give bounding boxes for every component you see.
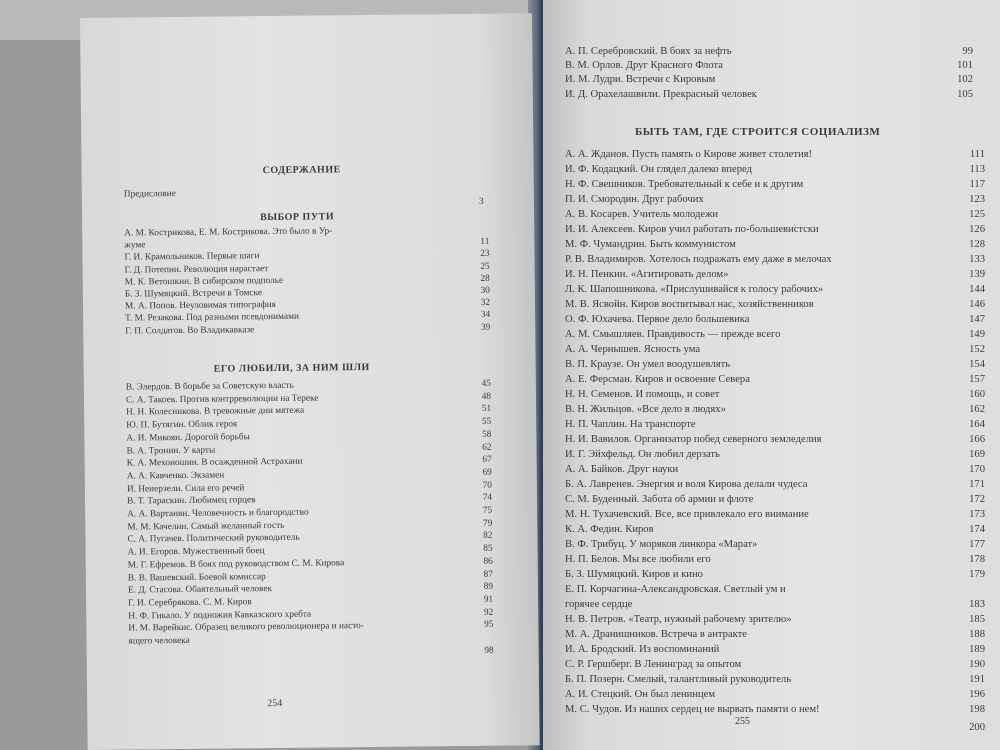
toc-entry-page: 101 <box>957 60 973 72</box>
toc-entry-title: И. М. Лудри. Встречи с Кировым <box>565 74 716 86</box>
toc-entry <box>565 149 985 164</box>
toc-entry <box>565 659 985 674</box>
toc-entry-page: 152 <box>969 344 985 355</box>
toc-entry <box>128 620 494 656</box>
toc-entry <box>565 464 985 479</box>
toc-entry-title: А. И. Микоян. Дорогой борьбы <box>126 432 250 444</box>
toc-entry-title: М. Ф. Чумандрин. Быть коммунистом <box>565 239 736 250</box>
toc-entry-title: П. И. Смородин. Друг рабочих <box>565 194 704 205</box>
toc-entry-page: 117 <box>969 179 985 190</box>
toc-entry-title: Л. К. Шапошникова. «Прислушивайся к голосу рабочих» <box>565 284 824 295</box>
section-heading-socialism: БЫТЬ ТАМ, ГДЕ СТРОИТСЯ СОЦИАЛИЗМ <box>635 126 881 138</box>
toc-entry-page: 173 <box>969 509 985 520</box>
toc-entry-page: 85 <box>483 543 493 554</box>
toc-entry-title: Б. З. Шумяцкий. Встречи в Томске <box>124 288 263 300</box>
toc-entry-title: М. А. Дранишников. Встреча в антракте <box>565 629 747 640</box>
toc-entry-page: 55 <box>481 416 492 427</box>
toc-entry-page: 191 <box>969 674 985 685</box>
toc-entry-title: Н. Ф. Гикало. У подножия Кавказского хребта <box>128 609 312 622</box>
toc-entry-page: 196 <box>969 689 985 700</box>
toc-entry-title: И. Н. Пенкин. «Агитировать делом» <box>565 269 729 280</box>
toc-entry-page: 34 <box>480 310 491 321</box>
toc-entry-title: Ю. П. Бутягин. Облик героя <box>126 419 238 431</box>
toc-entry-title: Н. П. Чаплин. На транспорте <box>565 419 696 430</box>
toc-entry-title: Г. П. Солдатов. Во Владикавказе <box>125 324 255 337</box>
toc-entry-title: М. В. Ясвойн. Киров воспитывал нас, хозяйственников <box>565 299 814 310</box>
toc-entry-title: А. А. Вартанян. Человечность и благородство <box>127 507 309 520</box>
toc-entry-title: А. А. Жданов. Пусть память о Кирове живет столетия! <box>565 149 813 160</box>
toc-entry-title: И. И. Алексеев. Киров учил работать по-большевистски <box>565 224 819 235</box>
toc-entry-page: 179 <box>969 569 985 580</box>
toc-entry-page: 172 <box>969 494 985 505</box>
toc-entry-page: 190 <box>969 659 985 670</box>
toc-entry <box>565 344 985 359</box>
toc-entry-page: 133 <box>969 254 985 265</box>
toc-entry-title: А. М. Смышляев. Правдивость — прежде всего <box>565 329 781 340</box>
toc-entry-page: 95 <box>484 620 494 631</box>
toc-entry-title-continued: жуме <box>124 240 146 251</box>
toc-entry-page-next: 98 <box>484 645 494 656</box>
toc-entry-title: В. Ф. Трибуц. У моряков линкора «Марат» <box>565 539 758 550</box>
toc-entry <box>565 404 985 419</box>
toc-entry-page: 166 <box>969 434 985 445</box>
toc-entry <box>565 284 985 299</box>
toc-entry-title: Н. Н. Семенов. И помощь, и совет <box>565 389 720 400</box>
toc-entry-page: 162 <box>969 404 985 415</box>
toc-entry-page: 87 <box>483 569 493 580</box>
toc-entry <box>565 299 985 314</box>
toc-entry <box>565 389 985 404</box>
toc-entry-page: 32 <box>480 297 491 309</box>
toc-entry-page: 171 <box>969 479 985 490</box>
toc-entry <box>565 224 985 239</box>
toc-entry-title: Г. И. Серебрякова. С. М. Киров <box>128 597 252 609</box>
toc-entry <box>565 614 985 629</box>
toc-entry <box>565 359 985 374</box>
toc-entry-title: А. Е. Ферсман. Киров и освоение Севера <box>565 374 750 385</box>
toc-entry-page: 45 <box>481 378 491 389</box>
toc-entry-title: С. А. Пугачев. Политический руководитель <box>127 533 300 545</box>
toc-entry-page: 174 <box>969 524 985 535</box>
toc-entry-page: 123 <box>969 194 985 205</box>
toc-entry-page: 25 <box>480 261 490 272</box>
toc-entry <box>565 449 985 464</box>
toc-entry-page: 86 <box>483 556 493 567</box>
page-number-left: 254 <box>267 697 283 710</box>
toc-entry-title: Т. М. Резакова. Под разными псевдонимами <box>125 312 299 324</box>
toc-entry-page: 105 <box>957 88 973 100</box>
toc-entry-title: В. Элердов. В борьбе за Советскую власть <box>125 380 294 393</box>
toc-entry-page: 82 <box>483 531 493 542</box>
toc-entry-page: 89 <box>483 581 494 592</box>
toc-entry-page: 11 <box>480 236 490 248</box>
toc-entry-page: 183 <box>969 599 985 610</box>
toc-entry-title: А. А. Кавченко. Экзамен <box>126 470 225 482</box>
toc-entry-title: М. К. Ветошкин. В сибирском подполье <box>124 275 284 288</box>
toc-entry-title: Н. Ф. Свешников. Требовательный к себе и к другим <box>565 179 804 190</box>
toc-entry <box>565 674 985 689</box>
toc-entry-page: 99 <box>962 46 973 57</box>
toc-entry-page: 62 <box>482 442 492 453</box>
toc-entry-page-next: 200 <box>969 722 985 733</box>
toc-entry-page: 91 <box>483 594 494 605</box>
toc-entry-page: 48 <box>481 391 492 402</box>
toc-entry-title: М. А. Попов. Неуловимая типография <box>124 300 276 312</box>
toc-entry-page: 188 <box>969 629 985 640</box>
toc-entry <box>565 554 985 569</box>
toc-entry-page: 139 <box>969 269 985 280</box>
toc-entry <box>565 629 985 644</box>
toc-entry-page: 79 <box>482 518 493 529</box>
toc-entry-title: Г. И. Крамольников. Первые шаги <box>124 251 260 263</box>
toc-entry-title: М. Г. Ефремов. В боях под руководством С. М. Кирова <box>127 558 345 571</box>
right-page <box>543 0 1000 750</box>
toc-entry-page: 128 <box>969 239 985 250</box>
toc-entry-page: 28 <box>480 273 490 284</box>
toc-entry-page: 144 <box>969 284 985 295</box>
toc-entry <box>565 239 985 254</box>
toc-entry-title: И. Д. Орахелашвили. Прекрасный человек <box>565 88 757 100</box>
preface-page: 3 <box>478 196 484 207</box>
toc-entry <box>565 46 973 60</box>
toc-entry-title: А. В. Косарев. Учитель молодежи <box>565 209 719 220</box>
toc-entry-title: С. А. Такоев. Против контрреволюции на Тереке <box>125 393 319 406</box>
toc-entry-page: 154 <box>969 359 985 370</box>
toc-entry-title: В. П. Краузе. Он умел воодушевлять <box>565 359 731 370</box>
toc-entry-title: О. Ф. Юхачева. Первое дело большевика <box>565 314 750 325</box>
toc-entry-title: И. А. Бродский. Из воспоминаний <box>565 644 720 655</box>
toc-entry-page: 113 <box>969 164 985 175</box>
toc-entry <box>565 89 973 103</box>
toc-entry-page: 92 <box>483 607 494 618</box>
toc-entry <box>565 269 985 284</box>
toc-entry-page: 169 <box>969 449 985 460</box>
toc-entry-title: А. И. Егоров. Мужественный боец <box>127 546 265 558</box>
toc-entry-title: Е. П. Корчагина-Александровская. Светлый ум и <box>565 584 786 595</box>
toc-entry-title: М. С. Чудов. Из наших сердец не вырвать памяти о нем! <box>565 704 820 715</box>
toc-entry <box>565 194 985 209</box>
toc-entry-title: В. Т. Тараскин. Любимец горцев <box>127 495 256 507</box>
toc-entry-page: 69 <box>482 467 492 478</box>
toc-entry-title: В. М. Орлов. Друг Красного Флота <box>565 60 723 72</box>
toc-entry-page: 146 <box>969 299 985 310</box>
toc-entry-title: Н. И. Вавилов. Организатор побед северного земледелия <box>565 434 822 445</box>
toc-entry-title: Г. Д. Потепин. Революция нарастает <box>124 263 269 276</box>
toc-entry-title: М. М. Качелин. Самый желанный гость <box>127 520 285 533</box>
toc-entry <box>565 584 985 610</box>
toc-entry-page: 74 <box>482 493 493 504</box>
toc-entry <box>565 74 973 88</box>
toc-entry-title: К. А. Федин. Киров <box>565 524 654 535</box>
toc-entry <box>565 164 985 179</box>
toc-entry <box>565 434 985 449</box>
toc-entry-page: 147 <box>969 314 985 325</box>
toc-entry-page: 39 <box>480 322 491 333</box>
page-number-right: 255 <box>735 716 750 727</box>
toc-entry <box>565 494 985 509</box>
toc-entry <box>565 479 985 494</box>
toc-entry <box>125 322 490 338</box>
toc-entry-title: Е. Д. Стасова. Обаятельный человек <box>127 584 273 596</box>
toc-entry-title: Б. П. Позерн. Смелый, талантливый руководитель <box>565 674 792 685</box>
toc-entry-page: 111 <box>969 149 985 160</box>
toc-entry-page: 30 <box>480 285 490 296</box>
toc-entry-title: В. В. Вашевский. Боевой комиссар <box>127 571 266 584</box>
toc-entry <box>565 254 985 269</box>
toc-entry <box>565 314 985 329</box>
toc-entry <box>565 209 985 224</box>
toc-entry-title: И. Г. Эйхфельд. Он любил дерзать <box>565 449 720 460</box>
toc-entry-page: 157 <box>969 374 985 385</box>
section-heading-choice: ВЫБОР ПУТИ <box>260 211 335 224</box>
toc-entry-page: 177 <box>969 539 985 550</box>
contents-title: СОДЕРЖАНИЕ <box>262 164 341 177</box>
toc-entry <box>565 329 985 344</box>
toc-entry-page: 160 <box>969 389 985 400</box>
toc-entry-page: 126 <box>969 224 985 235</box>
toc-entry-title-continued: горячее сердце <box>565 599 633 610</box>
toc-entry-title: К. А. Мехоношин. В осажденной Астрахани <box>126 456 303 469</box>
toc-entry <box>565 60 973 74</box>
toc-entry-title: И. Ф. Кодацкий. Он глядел далеко вперед <box>565 164 752 175</box>
toc-entry-title: Н. В. Петров. «Театр, нужный рабочему зрителю» <box>565 614 792 625</box>
toc-entry-title: Н. П. Белов. Мы все любили его <box>565 554 711 565</box>
preface-label: Предисловие <box>123 189 176 200</box>
toc-entry-page: 185 <box>969 614 985 625</box>
toc-entry-page: 70 <box>482 480 492 491</box>
toc-entry-page: 170 <box>969 464 985 475</box>
toc-entry-title: Р. В. Владимиров. Хотелось подражать ему даже в мелочах <box>565 254 832 265</box>
toc-entry-title: А. И. Стецкий. Он был ленинцем <box>565 689 716 700</box>
toc-entry-page: 58 <box>482 429 492 440</box>
toc-entry <box>565 179 985 194</box>
toc-entry-title: В. А. Тронин. У карты <box>126 445 216 457</box>
toc-entry <box>565 569 985 584</box>
toc-entry-page: 23 <box>480 249 490 260</box>
toc-entry-title: С. М. Буденный. Забота об армии и флоте <box>565 494 754 505</box>
toc-entry-page: 75 <box>482 505 493 516</box>
toc-entry <box>565 539 985 554</box>
toc-entry-page: 189 <box>969 644 985 655</box>
toc-entry-page: 51 <box>481 404 492 415</box>
toc-entry-title: Н. Н. Колесникова. В тревожные дни мятежа <box>126 406 305 418</box>
toc-entry-title-continued: ящего человека <box>128 635 190 647</box>
toc-entry-title: А. А. Чернышев. Ясность ума <box>565 344 701 355</box>
toc-entry <box>124 225 490 251</box>
toc-entry-page: 102 <box>957 74 973 86</box>
toc-entry <box>565 524 985 539</box>
toc-entry-page: 125 <box>969 209 985 220</box>
toc-entry <box>565 644 985 659</box>
toc-entry-page: 178 <box>969 554 985 565</box>
toc-entry-page: 164 <box>969 419 985 430</box>
toc-entry-title: С. Р. Гершберг. В Ленинград за опытом <box>565 659 742 670</box>
toc-entry-title: И. М. Варейкис. Образец великого революционера и насто- <box>128 621 364 634</box>
toc-entry-title: А. П. Серебровский. В боях за нефть <box>565 46 732 57</box>
toc-entry <box>565 689 985 704</box>
toc-entry-title: М. Н. Тухачевский. Все, все привлекало его внимание <box>565 509 809 520</box>
left-page <box>80 13 540 750</box>
section-heading-loved: ЕГО ЛЮБИЛИ, ЗА НИМ ШЛИ <box>213 361 370 375</box>
toc-entry-title: Б. А. Лавренев. Энергия и воля Кирова делали чудеса <box>565 479 808 490</box>
toc-entry-page: 149 <box>969 329 985 340</box>
toc-entry-title: Б. З. Шумяцкий. Киров и кино <box>565 569 703 580</box>
toc-entry-page: 67 <box>482 454 492 465</box>
toc-entry-title: И. Ненерзели. Сила его речей <box>126 482 245 495</box>
toc-entry-page: 198 <box>969 704 985 715</box>
toc-entry-title: В. Н. Жильцов. «Все дело в людях» <box>565 404 726 415</box>
toc-entry-title: А. М. Кострикова, Е. М. Кострикова. Это было в Ур- <box>124 226 333 239</box>
toc-entry-title: А. А. Байков. Друг науки <box>565 464 679 475</box>
toc-entry <box>565 509 985 524</box>
toc-entry <box>565 419 985 434</box>
toc-entry <box>565 374 985 389</box>
